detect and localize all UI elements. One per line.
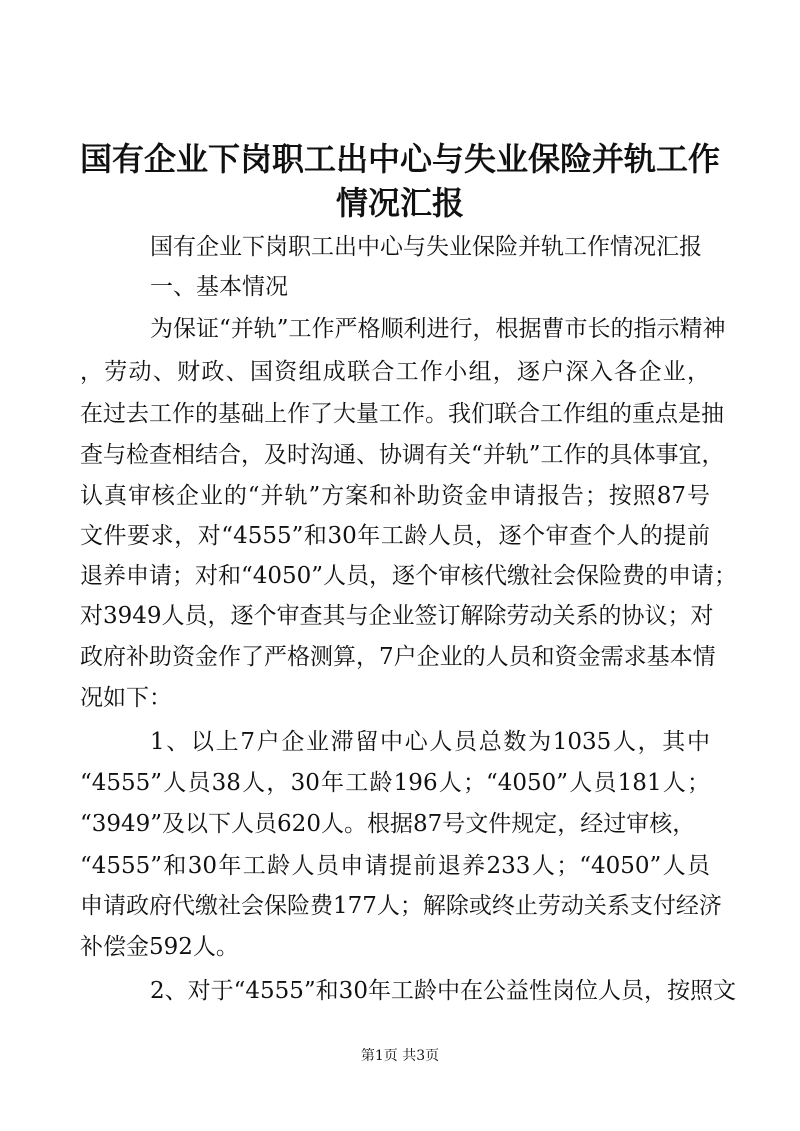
paragraph-line: “3949”及以下人员620人。根据87号文件规定，经过审核， bbox=[80, 811, 696, 837]
paragraph-line: 况如下： bbox=[80, 685, 172, 711]
paragraph-line: 申请政府代缴社会保险费177人；解除或终止劳动关系支付经济 bbox=[80, 893, 722, 919]
document-subtitle: 国有企业下岗职工出中心与失业保险并轨工作情况汇报 bbox=[150, 234, 702, 260]
paragraph-line: “4555”和30年工龄人员申请提前退养233人；“4050”人员 bbox=[80, 853, 710, 879]
paragraph-line: 对3949人员，逐个审查其与企业签订解除劳动关系的协议；对 bbox=[80, 603, 714, 629]
paragraph-line: 2、对于“4555”和30年工龄中在公益性岗位人员，按照文 bbox=[150, 978, 736, 1004]
paragraph-line: 补偿金592人。 bbox=[80, 934, 239, 960]
paragraph-line: 为保证“并轨”工作严格顺利进行，根据曹市长的指示精神 bbox=[150, 316, 726, 342]
paragraph-line: 退养申请；对和“4050”人员，逐个审核代缴社会保险费的申请； bbox=[80, 563, 738, 589]
page-number-footer: 第1页 共3页 bbox=[360, 1048, 440, 1064]
paragraph-line: ，劳动、财政、国资组成联合工作小组，逐户深入各企业， bbox=[80, 359, 710, 385]
paragraph-line: 查与检查相结合，及时沟通、协调有关“并轨”工作的具体事宜， bbox=[80, 442, 725, 468]
paragraph-line: 在过去工作的基础上作了大量工作。我们联合工作组的重点是抽 bbox=[80, 401, 724, 427]
document-title-line1: 国有企业下岗职工出中心与失业保险并轨工作 bbox=[80, 140, 721, 178]
section-heading: 一、基本情况 bbox=[150, 274, 288, 300]
paragraph-line: 1、以上7户企业滞留中心人员总数为1035人，其中 bbox=[150, 729, 710, 755]
paragraph-line: 政府补助资金作了严格测算，7户企业的人员和资金需求基本情 bbox=[80, 644, 716, 670]
paragraph-line: “4555”人员38人，30年工龄196人；“4050”人员181人； bbox=[80, 770, 710, 796]
paragraph-line: 文件要求，对“4555”和30年工龄人员，逐个审查个人的提前 bbox=[80, 523, 710, 549]
document-title-line2: 情况汇报 bbox=[335, 184, 464, 222]
paragraph-line: 认真审核企业的“并轨”方案和补助资金申请报告；按照87号 bbox=[80, 483, 710, 509]
